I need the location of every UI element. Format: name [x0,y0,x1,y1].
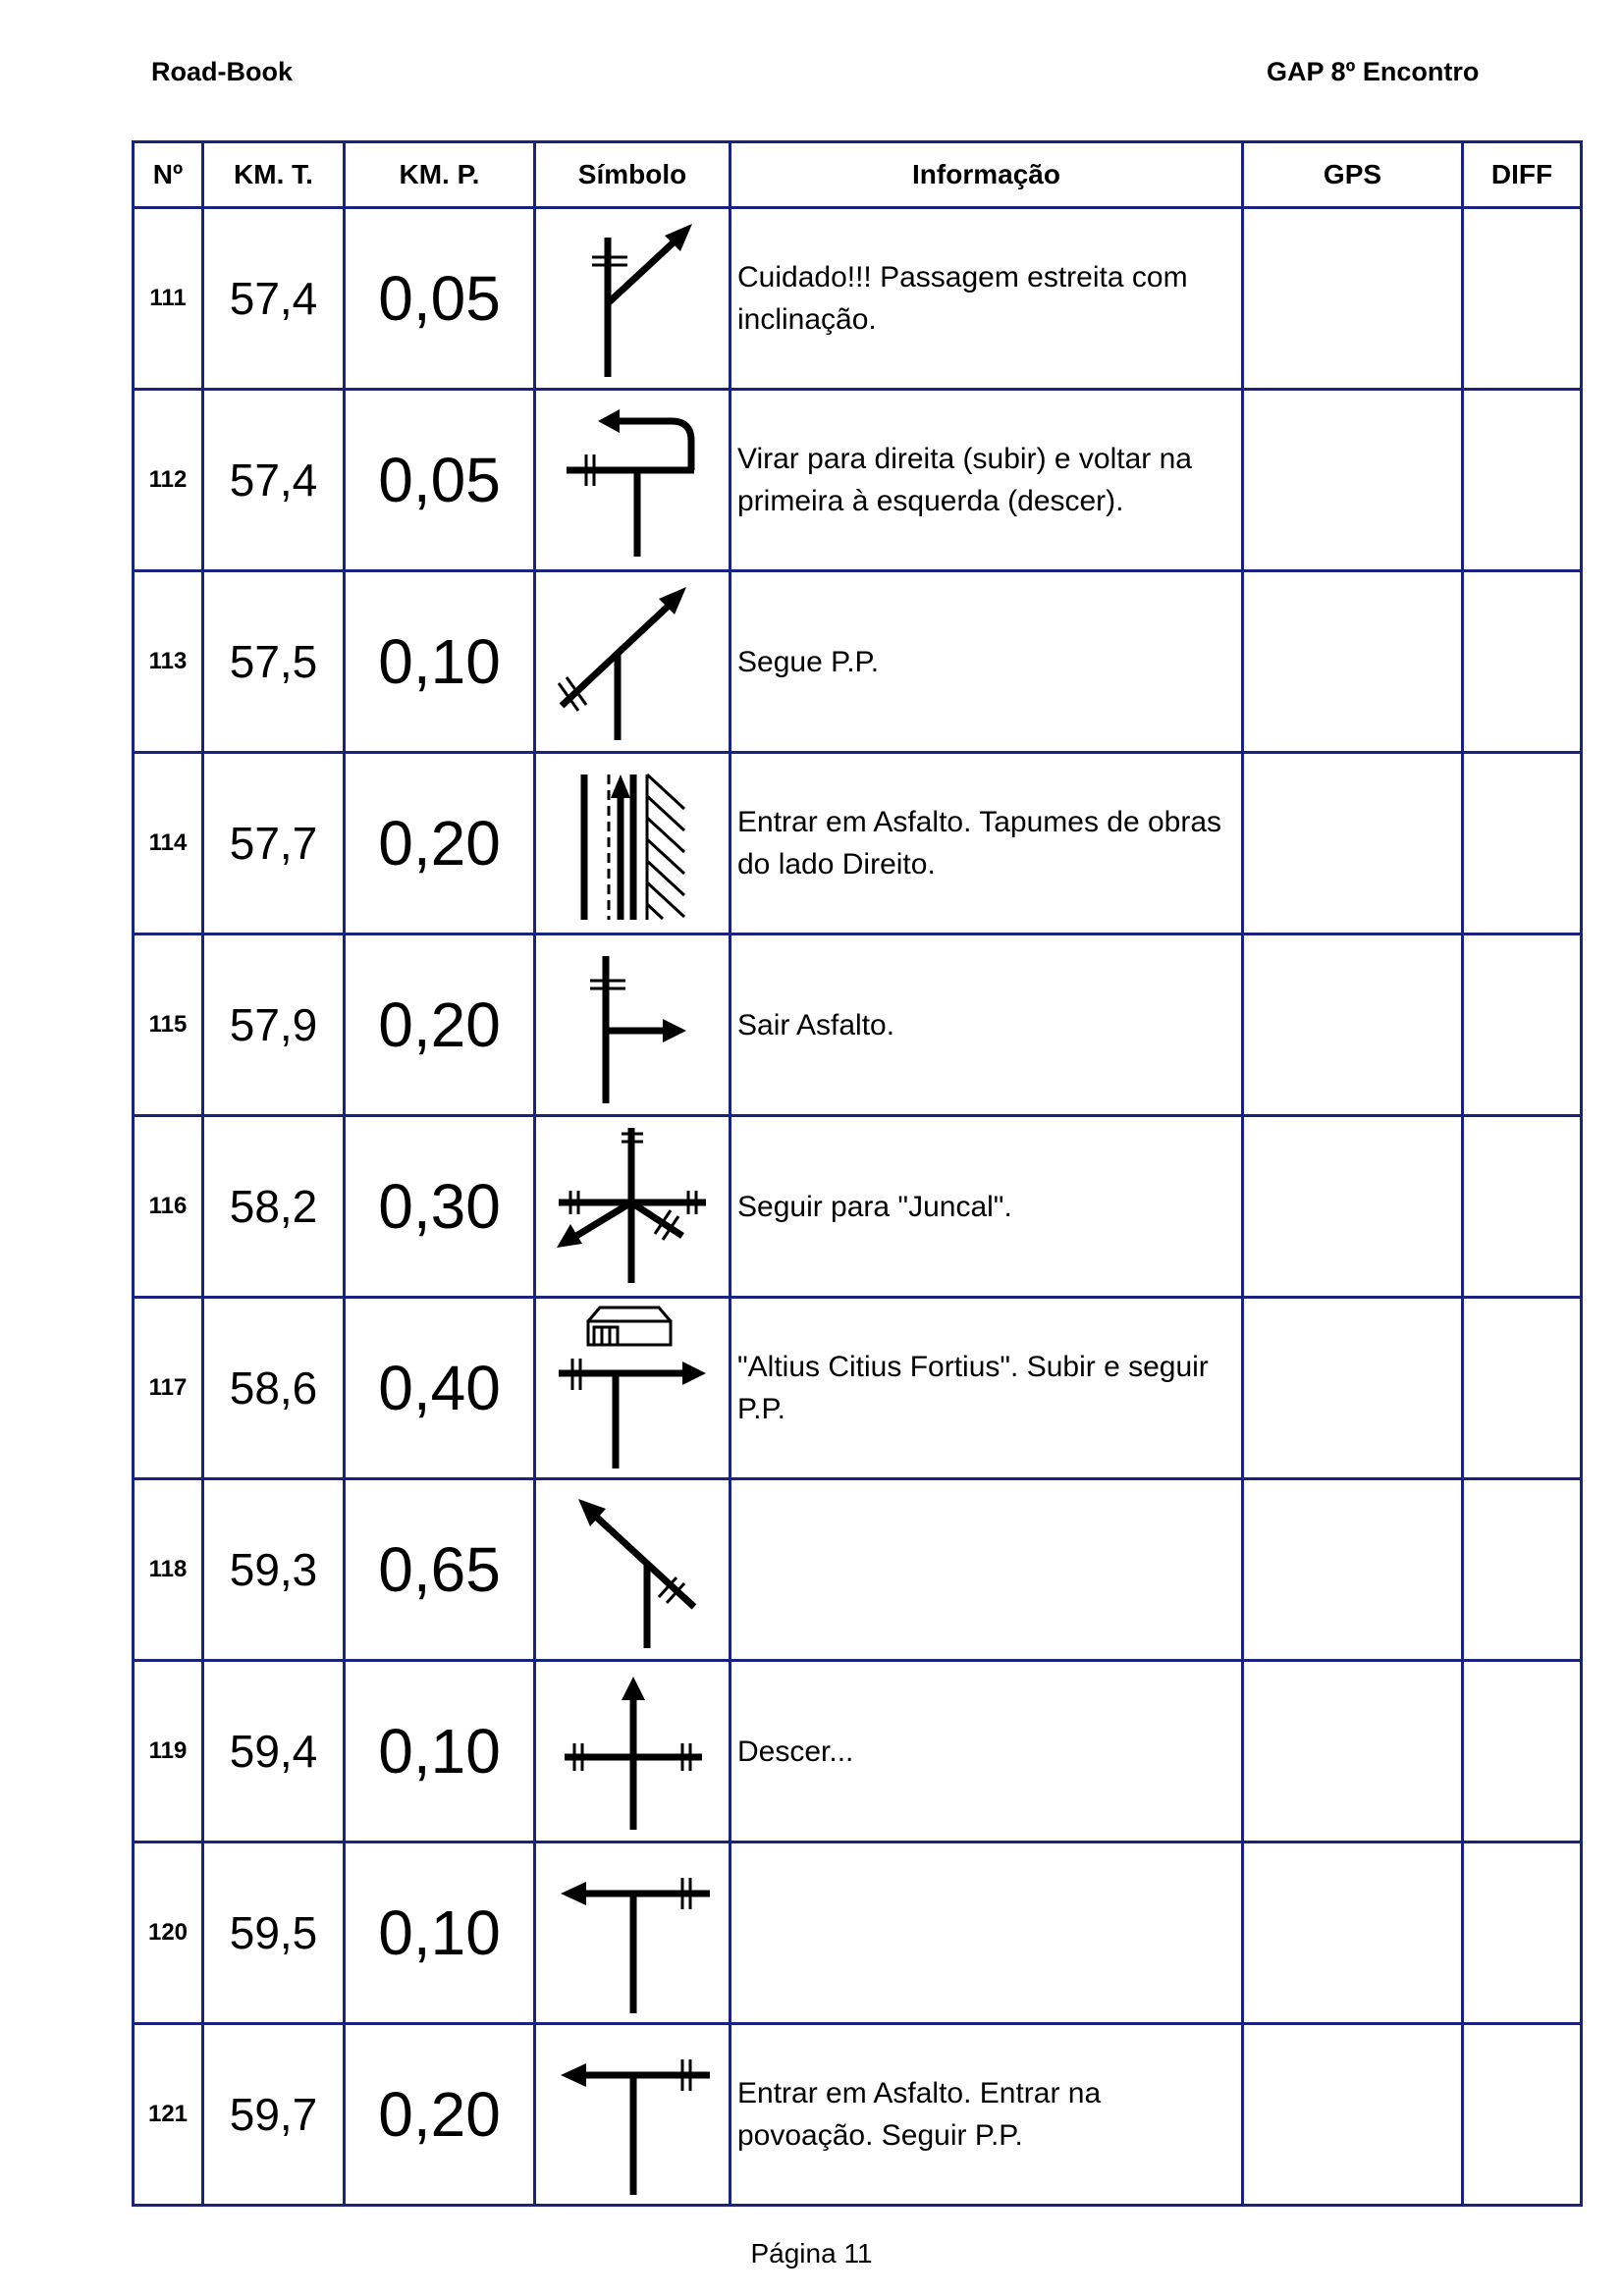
diff-cell [1463,753,1582,934]
gps-cell [1243,1842,1463,2024]
diff-cell [1463,1661,1582,1842]
col-header-symbol: Símbolo [535,142,730,208]
t-junction-left-icon [537,2026,729,2203]
col-header-n: Nº [134,142,203,208]
symbol-cell [535,1842,730,2024]
crossroads-straight-icon [537,1663,729,1840]
km-partial: 0,10 [345,571,535,753]
info-cell: Virar para direita (subir) e voltar na primeira à esquerda (descer). [730,390,1243,571]
table-row [134,1298,1582,1479]
info-cell: Segue P.P. [730,571,1243,753]
gps-cell [1243,571,1463,753]
diff-cell [1463,1116,1582,1298]
row-number: 117 [134,1298,203,1479]
gps-cell [1243,390,1463,571]
row-number: 116 [134,1116,203,1298]
table-row [134,753,1582,934]
symbol-cell [535,208,730,390]
info-cell: Entrar em Asfalto. Tapumes de obras do lado Direito. [730,753,1243,934]
table-header-row [134,142,1582,208]
km-total: 59,3 [203,1479,345,1661]
t-junction-right-house-icon [537,1300,729,1476]
table-row [134,2024,1582,2206]
km-total: 59,5 [203,1842,345,2024]
page-number: Página 11 [750,2238,873,2269]
km-total: 57,5 [203,571,345,753]
km-partial: 0,20 [345,2024,535,2206]
table-row [134,1479,1582,1661]
km-partial: 0,10 [345,1842,535,2024]
gps-cell [1243,1661,1463,1842]
row-number: 118 [134,1479,203,1661]
km-total: 57,4 [203,390,345,571]
symbol-cell [535,390,730,571]
km-partial: 0,65 [345,1479,535,1661]
gps-cell [1243,1298,1463,1479]
gps-cell [1243,934,1463,1116]
km-total: 58,6 [203,1298,345,1479]
diff-cell [1463,934,1582,1116]
header-title-right: GAP 8º Encontro [1267,57,1480,86]
header-title-left: Road-Book [151,57,293,86]
symbol-cell [535,571,730,753]
km-total: 57,4 [203,208,345,390]
info-cell [730,1479,1243,1661]
row-number: 120 [134,1842,203,2024]
table-row [134,208,1582,390]
turn-right-icon [537,936,729,1113]
symbol-cell [535,1479,730,1661]
table-row [134,934,1582,1116]
km-total: 57,7 [203,753,345,934]
diff-cell [1463,208,1582,390]
info-cell: Entrar em Asfalto. Entrar na povoação. Seguir P.P. [730,2024,1243,2206]
row-number: 119 [134,1661,203,1842]
row-number: 111 [134,208,203,390]
km-partial: 0,20 [345,934,535,1116]
info-cell: Descer... [730,1661,1243,1842]
gps-cell [1243,753,1463,934]
symbol-cell [535,1116,730,1298]
gps-cell [1243,1116,1463,1298]
km-partial: 0,10 [345,1661,535,1842]
table-row [134,571,1582,753]
symbol-cell [535,1661,730,1842]
km-partial: 0,30 [345,1116,535,1298]
gps-cell [1243,2024,1463,2206]
info-cell: "Altius Citius Fortius". Subir e seguir P.P. [730,1298,1243,1479]
km-total: 59,4 [203,1661,345,1842]
diff-cell [1463,1479,1582,1661]
diagonal-right-icon [537,573,729,750]
col-header-info: Informação [730,142,1243,208]
diff-cell [1463,2024,1582,2206]
row-number: 114 [134,753,203,934]
diagonal-left-icon [537,1481,729,1658]
symbol-cell [535,2024,730,2206]
symbol-cell [535,934,730,1116]
col-header-km-t: KM. T. [203,142,345,208]
col-header-diff: DIFF [1463,142,1582,208]
row-number: 115 [134,934,203,1116]
diff-cell [1463,571,1582,753]
diff-cell [1463,390,1582,571]
diff-cell [1463,1842,1582,2024]
info-cell: Sair Asfalto. [730,934,1243,1116]
u-turn-left-icon [537,392,729,568]
col-header-gps: GPS [1243,142,1463,208]
km-partial: 0,05 [345,208,535,390]
km-partial: 0,05 [345,390,535,571]
table-row [134,1116,1582,1298]
table-row [134,1842,1582,2024]
t-junction-left-icon [537,1844,729,2021]
symbol-cell [535,753,730,934]
symbol-cell [535,1298,730,1479]
row-number: 112 [134,390,203,571]
gps-cell [1243,208,1463,390]
col-header-km-p: KM. P. [345,142,535,208]
diff-cell [1463,1298,1582,1479]
row-number: 113 [134,571,203,753]
table-row [134,1661,1582,1842]
gps-cell [1243,1479,1463,1661]
table-row [134,390,1582,571]
km-total: 59,7 [203,2024,345,2206]
km-total: 58,2 [203,1116,345,1298]
house-icon [588,1308,671,1345]
crossroads-down-left-icon [537,1118,729,1295]
roadbook-table [132,140,1583,2207]
km-partial: 0,20 [345,753,535,934]
km-partial: 0,40 [345,1298,535,1479]
asphalt-road-works-icon [537,755,729,932]
info-cell: Seguir para "Juncal". [730,1116,1243,1298]
row-number: 121 [134,2024,203,2206]
km-total: 57,9 [203,934,345,1116]
fork-right-icon [537,210,729,387]
info-cell: Cuidado!!! Passagem estreita com inclinação. [730,208,1243,390]
info-cell [730,1842,1243,2024]
